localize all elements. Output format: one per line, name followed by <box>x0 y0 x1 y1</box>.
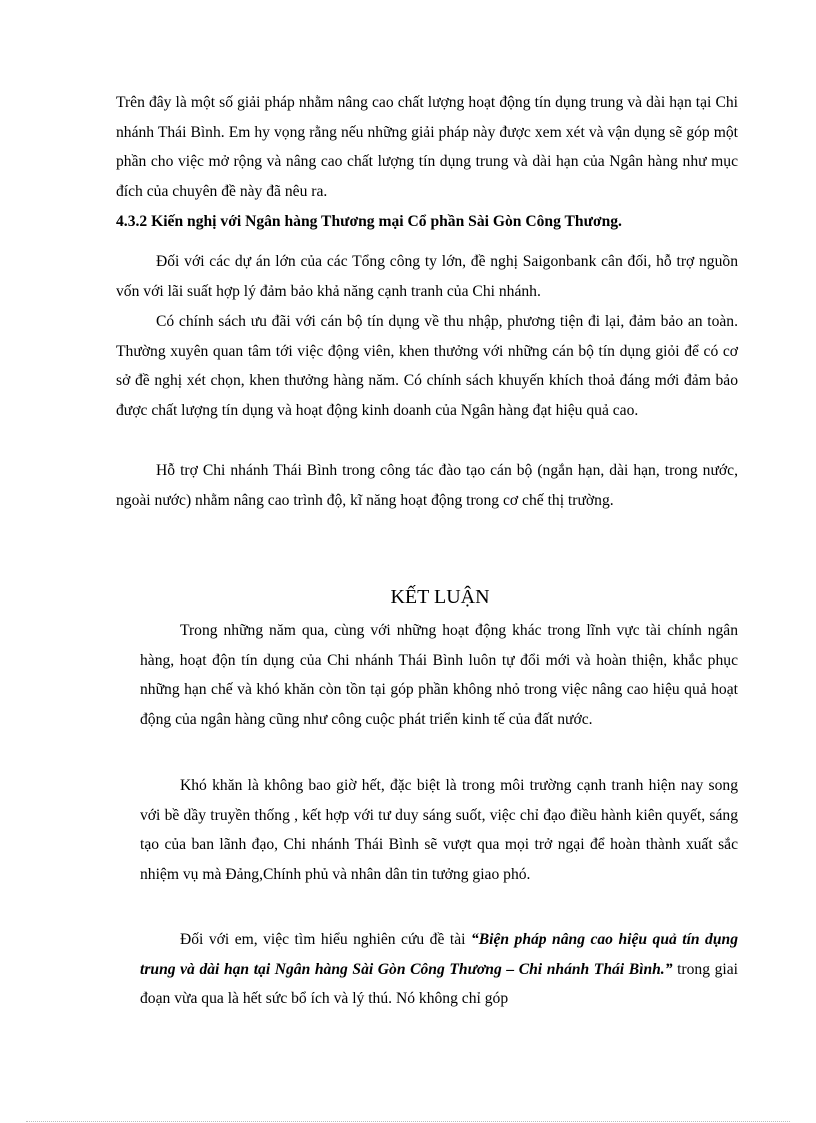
conclusion-paragraph-2: Khó khăn là không bao giờ hết, đặc biệt là trong môi trường cạnh tranh hiện nay song với bề dầy truyền thống , kết hợp với tư duy sáng suốt, việc chỉ đạo điều hành kiên quyết, sáng tạo của ban lãnh đạo, Chi nhánh Thái Bình sẽ vượt qua mọi trở ngại để hoàn thành xuất sắc nhiệm vụ mà Đảng,Chính phủ và nhân dân tin tưởng giao phó. <box>140 777 738 883</box>
paragraph-3-intro: Đối với em, việc tìm hiểu nghiên cứu đề tài <box>180 931 471 948</box>
paragraph-3-continuation: trong giai đoạn vừa qua là hết sức bổ ích và lý thú. Nó không chỉ góp <box>140 960 738 1008</box>
paragraph-policy: Có chính sách ưu đãi với cán bộ tín dụng về thu nhập, phương tiện đi lại, đảm bảo an toàn. Thường xuyên quan tâm tới việc động viên, khen thưởng với những cán bộ tín dụng giỏi để có cơ sở đề nghị xét chọn, khen thưởng hàng năm. Có chính sách khuyến khích thoả đáng mới đảm bảo được chất lượng tín dụng và hoạt động kinh doanh của Ngân hàng đạt hiệu quả cao. <box>116 313 738 419</box>
paragraph-training: Hỗ trợ Chi nhánh Thái Bình trong công tác đào tạo cán bộ (ngắn hạn, dài hạn, trong nước, ngoài nước) nhằm nâng cao trình độ, kĩ năng hoạt động trong cơ chế thị trường. <box>116 462 738 509</box>
intro-paragraph: Trên đây là một số giải pháp nhằm nâng cao chất lượng hoạt động tín dụng trung và dài hạn tại Chi nhánh Thái Bình. Em hy vọng rằng nếu những giải pháp này được xem xét và vận dụng sẽ góp một phần cho việc mở rộng và nâng cao chất lượng tín dụng trung và dài hạn của Ngân hàng như mục đích của chuyên đề này đã nêu ra. <box>116 94 738 200</box>
thesis-topic-title: “Biện pháp nâng cao hiệu quả tín dụng trung và dài hạn tại Ngân hàng Sài Gòn Công Thương – Chi nhánh Thái Bình.” <box>140 931 738 978</box>
paragraph-saigonbank: Đối với các dự án lớn của các Tổng công ty lớn, đề nghị Saigonbank cân đối, hỗ trợ nguồn vốn với lãi suất hợp lý đảm bảo khả năng cạnh tranh của Chi nhánh. <box>116 253 738 300</box>
conclusion-paragraph-1: Trong những năm qua, cùng với những hoạt động khác trong lĩnh vực tài chính ngân hàng, hoạt độn tín dụng của Chi nhánh Thái Bình luôn tự đổi mới và hoàn thiện, khắc phục những hạn chế và khó khăn còn tồn tại góp phần không nhỏ trong việc nâng cao hiệu quả hoạt động của ngân hàng cũng như công cuộc phát triển kinh tế của đất nước. <box>140 622 738 728</box>
page-bottom-border <box>26 1121 790 1122</box>
conclusion-title: KẾT LUẬN <box>390 586 490 608</box>
conclusion-paragraph-3 <box>140 925 738 1014</box>
section-heading: 4.3.2 Kiến nghị với Ngân hàng Thương mại Cổ phần Sài Gòn Công Thương. <box>116 213 622 230</box>
